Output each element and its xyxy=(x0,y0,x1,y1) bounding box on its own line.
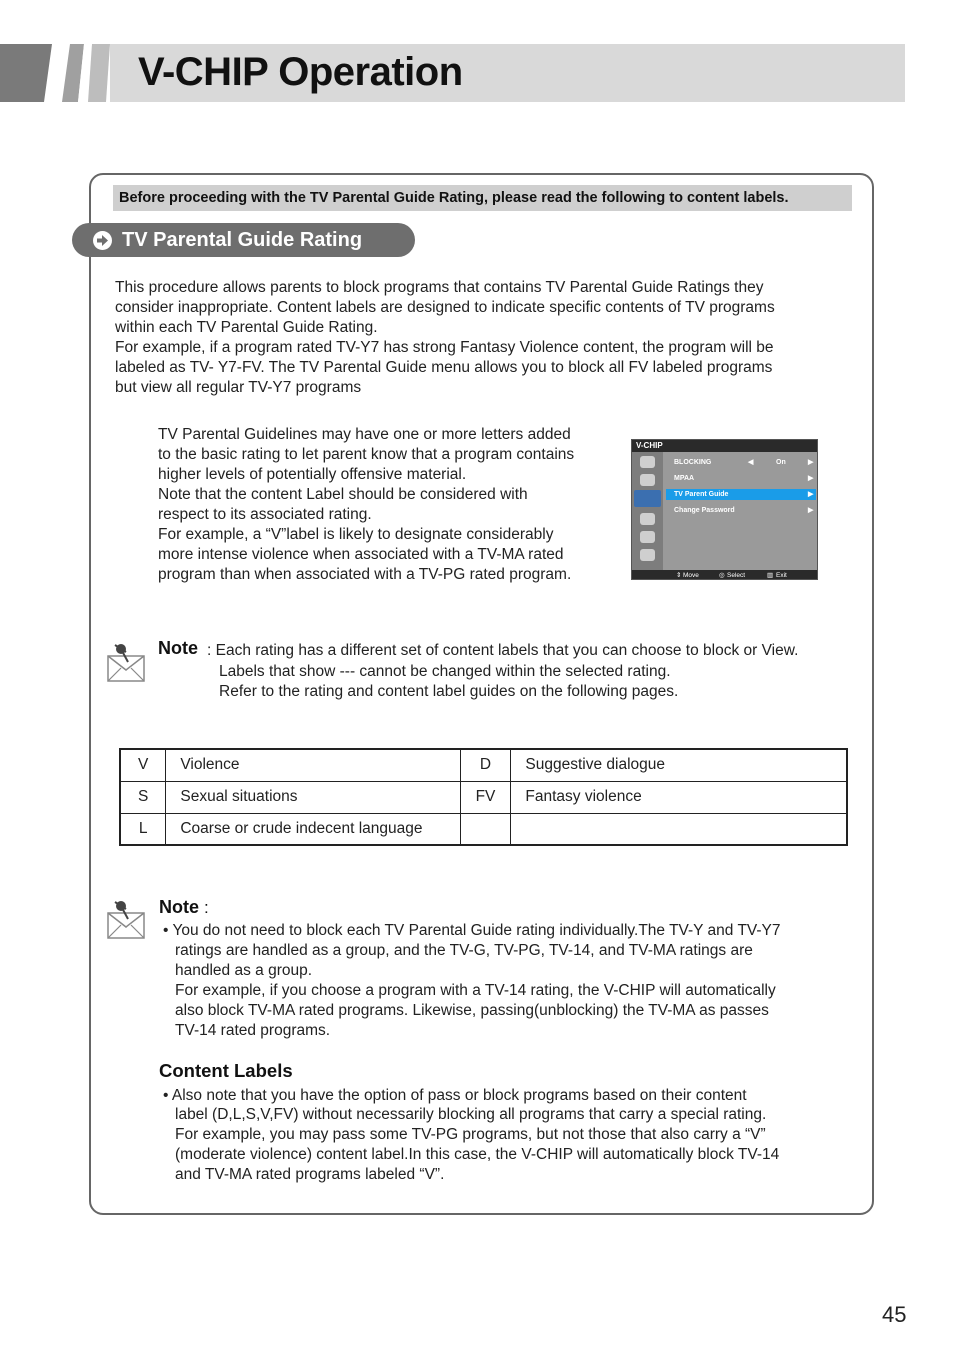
text-line: labeled as TV- Y7-FV. The TV Parental Guide menu allows you to block all FV labeled programs xyxy=(115,359,773,376)
table-cell: Violence xyxy=(166,749,460,781)
table-cell: V xyxy=(120,749,166,781)
table-cell: FV xyxy=(460,781,511,813)
sound-icon xyxy=(640,474,655,486)
section-title: TV Parental Guide Rating xyxy=(122,229,363,251)
arrow-right-circle-icon xyxy=(92,230,113,251)
header-stripes xyxy=(0,44,110,102)
exit-icon: ▥ xyxy=(767,572,774,579)
note-line: For example, if you choose a program with a TV-14 rating, the V-CHIP will automatically xyxy=(175,982,776,999)
menu-item-blocking: BLOCKING ◀ On ▶ xyxy=(674,459,814,466)
table-cell: S xyxy=(120,781,166,813)
right-arrow-icon: ▶ xyxy=(808,475,814,482)
note-line: • You do not need to block each TV Parental Guide rating individually.The TV-Y and TV-Y7 xyxy=(163,922,781,939)
note-label: Note xyxy=(158,638,198,658)
content-label-table xyxy=(119,748,848,846)
setup-wrench-icon xyxy=(634,490,661,507)
text-line: but view all regular TV-Y7 programs xyxy=(115,379,362,396)
table-row xyxy=(120,749,847,781)
input-icon xyxy=(640,513,655,525)
table-cell: Fantasy violence xyxy=(511,781,847,813)
table-row xyxy=(120,781,847,813)
text-line: This procedure allows parents to block programs that contains TV Parental Guide Ratings they xyxy=(115,279,764,296)
note-line: ratings are handled as a group, and the TV-G, TV-PG, TV-14, and TV-MA ratings are xyxy=(175,942,753,959)
menu-title: V-CHIP xyxy=(632,440,818,452)
select-label: Select xyxy=(727,572,746,579)
menu-item-mpaa: MPAA ▶ xyxy=(674,475,814,482)
table-cell xyxy=(460,813,511,845)
table-row xyxy=(120,813,847,845)
note-line: also block TV-MA rated programs. Likewise, passing(unblocking) the TV-MA as passes xyxy=(175,1002,769,1019)
table-cell: L xyxy=(120,813,166,845)
text-line: For example, if a program rated TV-Y7 has strong Fantasy Violence content, the program will be xyxy=(115,339,774,356)
note-pin-envelope-icon xyxy=(106,897,146,941)
note-line: Refer to the rating and content label guides on the following pages. xyxy=(219,683,679,700)
menu-footer xyxy=(632,570,818,580)
menu-item-value: On xyxy=(776,459,786,466)
select-icon: ◎ xyxy=(719,572,725,579)
text-line: more intense violence when associated with a TV-MA rated xyxy=(158,546,564,563)
text-line: within each TV Parental Guide Rating. xyxy=(115,319,378,336)
vchip-menu-screenshot xyxy=(631,439,818,580)
content-labels-line: • Also note that you have the option of pass or block programs based on their content xyxy=(163,1087,747,1104)
table-cell: Sexual situations xyxy=(166,781,460,813)
note-label: Note : xyxy=(159,897,209,917)
text-line: higher levels of potentially offensive material. xyxy=(158,466,467,483)
content-labels-line: For example, you may pass some TV-PG programs, but not those that also carry a “V” xyxy=(175,1126,766,1143)
text-line: Note that the content Label should be considered with xyxy=(158,486,528,503)
table-cell: Coarse or crude indecent language xyxy=(166,813,460,845)
content-labels-line: (moderate violence) content label.In this case, the V-CHIP will automatically block TV-14 xyxy=(175,1146,780,1163)
right-arrow-icon: ▶ xyxy=(808,507,814,514)
intro-banner: Before proceeding with the TV Parental Guide Rating, please read the following to content labels. xyxy=(113,185,852,211)
note-line: handled as a group. xyxy=(175,962,313,979)
extra-icon xyxy=(640,549,655,561)
channel-icon xyxy=(640,531,655,543)
content-labels-line: and TV-MA rated programs labeled “V”. xyxy=(175,1166,445,1183)
text-line: consider inappropriate. Content labels are designed to indicate specific contents of TV programs xyxy=(115,299,775,316)
note-line: Labels that show --- cannot be changed within the selected rating. xyxy=(219,663,671,680)
text-line: program than when associated with a TV-PG rated program. xyxy=(158,566,572,583)
page-number: 45 xyxy=(882,1302,907,1327)
section-heading xyxy=(72,223,415,257)
table-cell: Suggestive dialogue xyxy=(511,749,847,781)
menu-item-change-password: Change Password ▶ xyxy=(674,507,814,514)
content-labels-heading: Content Labels xyxy=(159,1060,293,1081)
table-cell xyxy=(511,813,847,845)
exit-label: Exit xyxy=(776,572,787,579)
table-cell: D xyxy=(460,749,511,781)
right-arrow-icon: ▶ xyxy=(808,459,814,466)
picture-icon xyxy=(640,456,655,468)
menu-item-tv-parent-guide: TV Parent Guide ▶ xyxy=(666,489,816,500)
note-line: : Each rating has a different set of content labels that you can choose to block or View. xyxy=(207,642,799,659)
text-line: For example, a “V”label is likely to designate considerably xyxy=(158,526,554,543)
right-arrow-icon: ▶ xyxy=(808,491,814,498)
move-label: Move xyxy=(683,572,699,579)
intro-paragraph xyxy=(115,278,855,398)
text-line: respect to its associated rating. xyxy=(158,506,372,523)
left-arrow-icon: ◀ xyxy=(748,459,754,466)
note-pin-envelope-icon xyxy=(106,640,146,684)
text-line: TV Parental Guidelines may have one or more letters added xyxy=(158,426,571,443)
move-icon: ⇕ xyxy=(676,572,682,579)
menu-sidebar xyxy=(632,452,663,570)
guidelines-paragraph xyxy=(158,425,618,585)
content-labels-line: label (D,L,S,V,FV) without necessarily blocking all programs that carry a special rating. xyxy=(175,1106,767,1123)
text-line: to the basic rating to let parent know that a program contains xyxy=(158,446,575,463)
note-line: TV-14 rated programs. xyxy=(175,1022,331,1039)
page-title: V-CHIP Operation xyxy=(138,50,463,94)
